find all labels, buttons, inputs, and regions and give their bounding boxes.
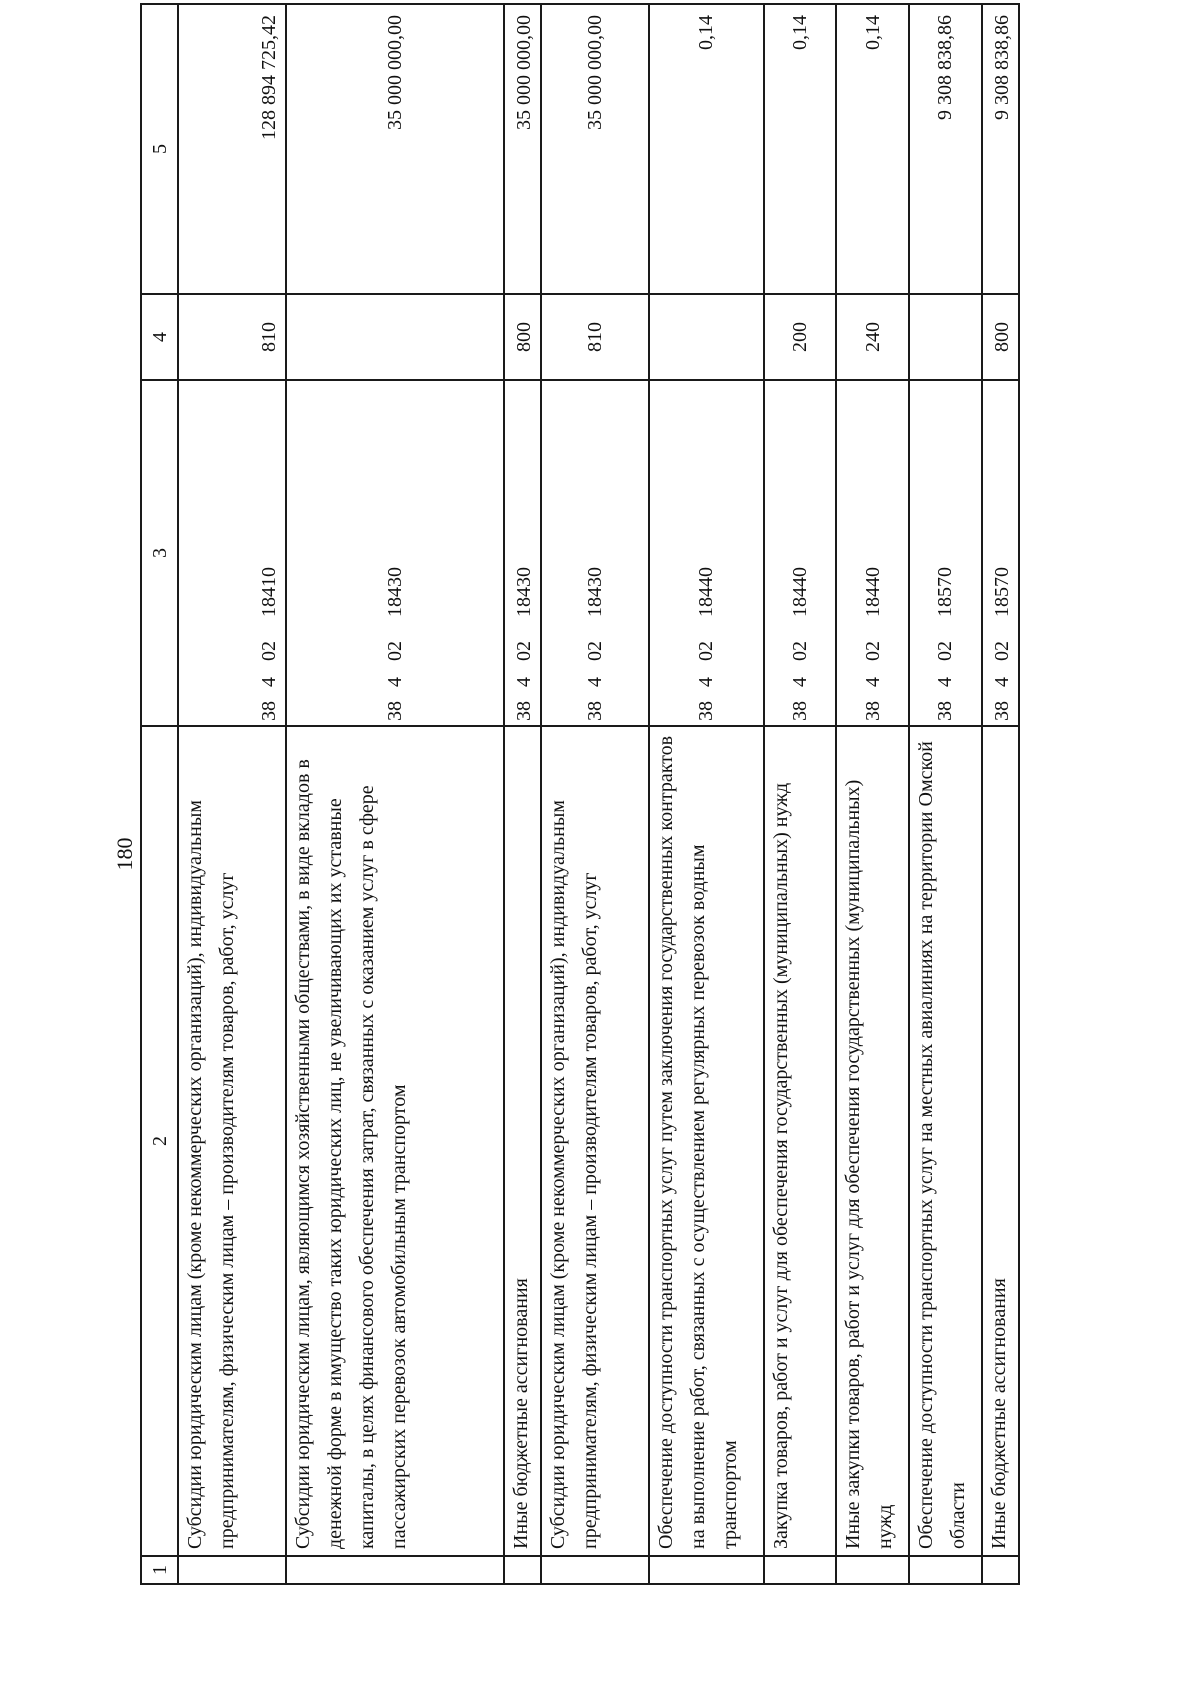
code-segment: 4 [584,677,607,687]
table-row [286,4,504,1584]
row-number-cell [764,1556,837,1584]
row-number-cell [909,1556,982,1584]
row-number-cell [286,1556,504,1584]
budget-table [140,3,1020,1585]
code-segment: 02 [584,641,607,661]
code-segment: 38 [789,701,811,721]
table-row [836,4,909,1584]
table-header-row [141,4,178,1584]
row-number-cell [178,1556,286,1584]
code-segment: 18440 [789,567,811,617]
table-row [982,4,1019,1584]
row-kind-cell: 800 [982,294,1019,380]
row-kind-cell [649,294,763,380]
code-segment: 4 [513,677,536,687]
code-segment: 4 [934,677,957,687]
row-number-cell [836,1556,909,1584]
row-name-cell: Обеспечение доступности транспортных услуг путем заключения государственных контрактов на выполнение работ, связанных с осуществлением регулярных перевозок водным транспортом [649,726,763,1556]
code-segment: 18430 [384,567,407,617]
row-name-cell: Иные закупки товаров, работ и услуг для обеспечения государственных (муниципальных) нужд [836,726,909,1556]
row-amount-cell: 0,14 [764,4,837,294]
header-col-1: 1 [141,1556,178,1584]
row-amount-cell: 0,14 [836,4,909,294]
row-name-cell: Субсидии юридическим лицам, являющимся хозяйственными обществами, в виде вкладов в денежной форме в имущество таких юридических лиц, не увеличивающих их уставные капиталы, в целях финансового обеспечения затрат, связанных с оказанием услуг в сфере пассажирских перевозок автомобильным транспортом [286,726,504,1556]
code-segment: 4 [695,677,718,687]
code-segment: 38 [991,701,1013,721]
code-segment: 38 [258,701,281,721]
row-code-cell [836,380,909,726]
code-segment: 38 [584,701,607,721]
row-name-cell: Иные бюджетные ассигнования [504,726,541,1556]
code-segment: 4 [258,677,281,687]
row-code-cell [982,380,1019,726]
code-segment: 02 [258,641,281,661]
row-amount-cell: 35 000 000,00 [541,4,649,294]
code-segment: 4 [861,677,884,687]
code-segment: 02 [513,641,536,661]
row-code-cell [764,380,837,726]
code-segment: 18570 [991,567,1013,617]
row-code-cell [504,380,541,726]
row-amount-cell: 35 000 000,00 [286,4,504,294]
code-segment: 18440 [861,567,884,617]
row-number-cell [541,1556,649,1584]
table-row [764,4,837,1584]
row-number-cell [982,1556,1019,1584]
row-kind-cell [286,294,504,380]
code-segment: 38 [695,701,718,721]
code-segment: 02 [789,641,811,661]
code-segment: 02 [384,641,407,661]
code-segment: 38 [513,701,536,721]
row-code-cell [541,380,649,726]
rotated-table-sheet [140,5,1020,1585]
code-segment: 18570 [934,567,957,617]
code-segment: 18430 [584,567,607,617]
row-code-cell [286,380,504,726]
row-name-cell: Закупка товаров, работ и услуг для обеспечения государственных (муниципальных) нужд [764,726,837,1556]
code-segment: 38 [861,701,884,721]
code-segment: 18440 [695,567,718,617]
code-segment: 4 [789,677,811,687]
code-segment: 18430 [513,567,536,617]
row-kind-cell: 240 [836,294,909,380]
row-number-cell [504,1556,541,1584]
code-segment: 38 [934,701,957,721]
table-row [504,4,541,1584]
header-col-5: 5 [141,4,178,294]
row-kind-cell: 810 [178,294,286,380]
table-row [541,4,649,1584]
row-number-cell [649,1556,763,1584]
page-number: 180 [112,837,137,871]
row-name-cell: Субсидии юридическим лицам (кроме некоммерческих организаций), индивидуальным предпринимателям, физическим лицам – производителям товаров, работ, услуг [178,726,286,1556]
row-name-cell: Субсидии юридическим лицам (кроме некоммерческих организаций), индивидуальным предпринимателям, физическим лицам – производителям товаров, работ, услуг [541,726,649,1556]
code-segment: 02 [695,641,718,661]
code-segment: 02 [991,641,1013,661]
row-kind-cell: 800 [504,294,541,380]
row-amount-cell: 9 308 838,86 [909,4,982,294]
row-kind-cell: 200 [764,294,837,380]
row-code-cell [178,380,286,726]
code-segment: 4 [991,677,1013,687]
row-code-cell [649,380,763,726]
code-segment: 4 [384,677,407,687]
header-col-2: 2 [141,726,178,1556]
row-amount-cell: 128 894 725,42 [178,4,286,294]
row-name-cell: Обеспечение доступности транспортных услуг на местных авиалиниях на территории Омской области [909,726,982,1556]
table-row [649,4,763,1584]
row-code-cell [909,380,982,726]
header-col-4: 4 [141,294,178,380]
row-amount-cell: 35 000 000,00 [504,4,541,294]
table-row [178,4,286,1584]
code-segment: 02 [861,641,884,661]
row-kind-cell [909,294,982,380]
header-col-3: 3 [141,380,178,726]
row-amount-cell: 0,14 [649,4,763,294]
row-kind-cell: 810 [541,294,649,380]
table-row [909,4,982,1584]
code-segment: 02 [934,641,957,661]
code-segment: 38 [384,701,407,721]
row-name-cell: Иные бюджетные ассигнования [982,726,1019,1556]
row-amount-cell: 9 308 838,86 [982,4,1019,294]
code-segment: 18410 [258,567,281,617]
